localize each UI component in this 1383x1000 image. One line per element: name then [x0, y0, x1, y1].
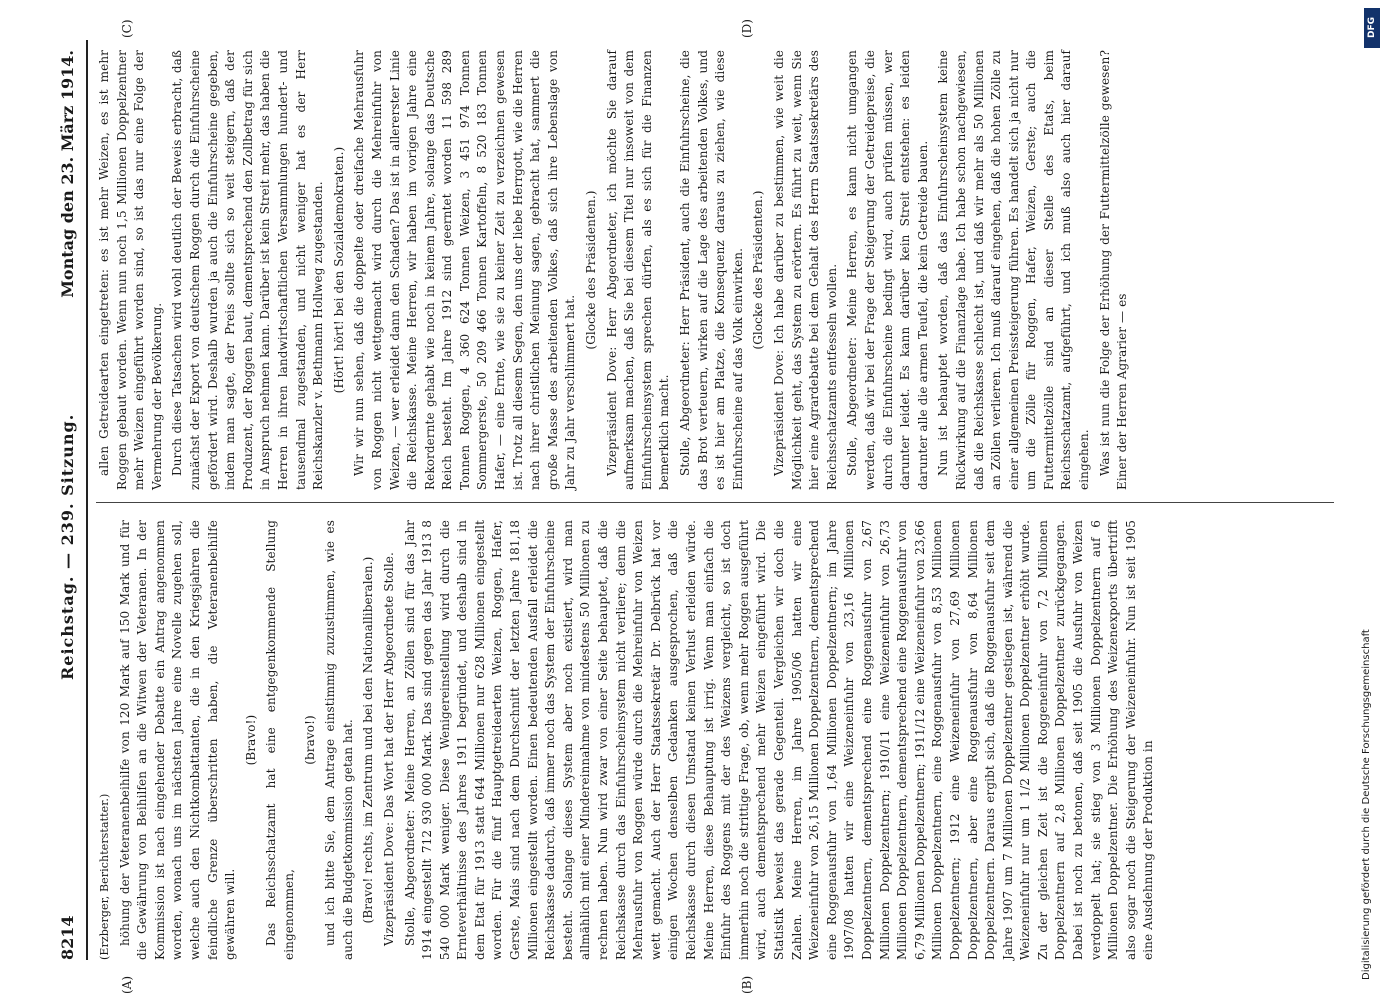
header-rule	[86, 40, 88, 960]
page-number: 8214	[58, 915, 77, 960]
left-column-paragraph: und ich bitte Sie, dem Antrage einstimmig zuzustimmen, wie es auch die Budgetkommission getan hat.	[323, 520, 355, 960]
left-column-paragraph: (Erzberger, Berichterstatter.)	[98, 793, 111, 960]
column-divider	[96, 502, 1334, 503]
dfg-logo: DFG	[1364, 8, 1380, 48]
right-column-paragraph: (Glocke des Präsidenten.)	[751, 190, 766, 350]
digitization-credit-text: Digitalisierung gefördert durch die Deutsche Forschungsgemeinschaft	[1361, 629, 1372, 980]
left-column-paragraph: Stolle, Abgeordneter: Meine Herren, an Zöllen sind für das Jahr 1914 eingestellt 712 930 000 Mark. Das sind gegen das Jahr 1913 8 540 000 Mark weniger. Diese Wenigereinstellung wird durch die Ernteverhältnisse des Jahres 1911 begründet, und deshalb sind in dem Etat für 1913 statt 644 Millionen nur 628 Millionen eingestellt worden. Für die fünf Hauptgetreidearten Weizen, Roggen, Hafer, Gerste, Mais sind nach dem Durchschnitt der letzten Jahre 181,18 Millionen eingestellt worden. Einen bedeutenden Ausfall erleidet die Reichskasse dadurch, daß immer noch das System der Einfuhrscheine besteht. Solange dieses System aber noch existiert, wird man allmählich mit einer Mindereinnahme von mindestens 50 Millionen zu rechnen haben. Nun wird zwar von einer Seite behauptet, daß die Reichskasse durch das Einfuhrscheinsystem nicht verliere; denn die Mehrausfuhr von Roggen würde durch die Mehreinfuhr von Weizen wett gemacht. Auch der Herr Staatssekretär Dr. Delbrück hat vor einigen Wochen denselben Gedanken ausgesprochen, daß die Reichskasse durch diesen Umstand keinen Verlust erleiden würde. Meine Herren, diese Behauptung ist irrig. Wenn man einfach die Einfuhr des Roggens mit der des Weizens vergleicht, so ist doch immerhin noch die strittige Frage, ob, wenn mehr Roggen ausgeführt wird, auch dementsprechend mehr Weizen eingeführt wird. Die Statistik beweist das gerade Gegenteil. Vergleichen wir doch die Zahlen. Meine Herren, im Jahre 1905/06 hatten wir eine Weizeneinfuhr von 26,15 Millionen Doppelzentnern, dementsprechend eine Roggenausfuhr von 1,64 Millionen Doppelzentnern; im Jahre 1907/08 hatten wir eine Weizeneinfuhr von 23,16 Millionen Doppelzentnern, dementsprechend eine Roggenausfuhr von 2,67 Millionen Doppelzentnern; 1910/11 eine Weizeneinfuhr von 26,73 Millionen Doppelzentnern, dementsprechend eine Roggenausfuhr von 6,79 Millionen Doppelzentnern; 1911/12 eine Weizeneinfuhr von 23,66 Millionen Doppelzentnern, eine Roggenausfuhr von 8,53 Millionen Doppelzentnern; 1912 eine Weizeneinfuhr von 27,69 Millionen Doppelzentnern, aber eine Roggenausfuhr von 8,64 Millionen Doppelzentnern. Daraus ergibt sich, daß die Roggenausfuhr seit dem Jahre 1907 um 7 Millionen Doppelzentner gestiegen ist, während die Weizeneinfuhr nur um 1 1/2 Millionen Doppelzentner erhöht wurde. Zu der gleichen Zeit ist die Roggeneinfuhr von 7,2 Millionen Doppelzentnern auf 2,8 Millionen Doppelzentner zurückgegangen. Dabei ist noch zu betonen, daß seit 1905 die Ausfuhr von Weizen verdoppelt hat; sie stieg von 3 Millionen Doppelzentnern auf 6 Millionen Doppelzentner. Die Erhöhung des Weizenexports übertrifft also sogar noch die Steigerung der Weizeneinfuhr. Nun ist seit 1905 eine Ausdehnung der Produktion in	[402, 520, 1156, 960]
left-column	[96, 520, 1161, 960]
right-column-paragraph: Vizepräsident Dove: Ich habe darüber zu bestimmen, wie weit die Möglichkeit geht, das System zu erörtern. Es führt zu weit, wenn Sie hier eine Agrardebatte bei dem Gehalt des Herrn Staatssekretärs des Reichsschatzamts entfesseln wollen.	[771, 50, 839, 490]
right-column-paragraph: Nun ist behauptet worden, daß das Einfuhrscheinsystem keine Rückwirkung auf die Finanzlage habe. Ich habe schon nachgewiesen, daß die Reichskasse schlecht ist, und daß wir mehr als 50 Millionen an Zöllen verlieren. Ich muß darauf eingehen, daß die hohen Zölle zu einer allgemeinen Preissteigerung führen. Es handelt sich ja nicht nur um die Zölle für Roggen, Hafer, Weizen, Gerste; auch die Futtermittelzölle sind an dieser Stelle des Etats, beim Reichsschatzamt, aufgeführt, und ich muß also auch hier darauf eingehen.	[936, 50, 1092, 490]
right-column-paragraph: (Hört! hört! bei den Sozialdemokraten.)	[331, 146, 346, 394]
session-date: Montag den 23. März 1914.	[58, 50, 77, 298]
left-column-paragraph: (bravo!)	[302, 715, 317, 765]
digitization-credit	[1361, 20, 1377, 980]
margin-marker-c: (C)	[120, 19, 134, 38]
page-header	[50, 40, 90, 960]
right-column-paragraph: (Glocke des Präsidenten.)	[584, 190, 599, 350]
right-column-paragraph: Wir wir nun sehen, daß die doppelte oder dreifache Mehrausfuhr von Roggen nicht wettgemacht wird durch die Mehreinfuhr von Weizen, — wer erleidet dann den Schaden? Das ist in allererster Linie die Reichskasse. Meine Herren, wir haben im vorigen Jahre eine Rekordernte gehabt wie noch in keinem Jahre, solange das Deutsche Reich besteht. Im Jahre 1912 sind geerntet worden 11 598 289 Tonnen Roggen, 4 360 624 Tonnen Weizen, 3 451 974 Tonnen Sommergerste, 50 209 466 Tonnen Kartoffeln, 8 520 183 Tonnen Hafer, — eine Ernte, wie sie zu keiner Zeit zu verzeichnen gewesen ist. Trotz all diesem Segen, den uns der liebe Herrgott, wie die Herren nach ihrer christlichen Meinung sagen, gebracht hat, sammert die große Masse des arbeitenden Volkes, daß sich ihre Lebenslage von Jahr zu Jahr verschlimmert hat.	[352, 50, 578, 490]
newspaper-page	[50, 19, 1340, 994]
left-column-paragraph: höhung der Veteranenbeihilfe von 120 Mark auf 150 Mark und für die Gewährung von Beihilfen an die Witwen der Veteranen. In der Kommission ist nach eingehender Debatte ein Antrag angenommen worden, wonach uns im nächsten Jahre eine Novelle zugehen soll, welche auch den Nichtkombattanten, die in den Kriegsjahren die feindliche Grenze überschritten haben, die Veteranenbeihilfe gewähren will.	[117, 520, 238, 960]
margin-marker-d: (D)	[740, 19, 754, 38]
right-column	[96, 50, 1135, 490]
left-column-paragraph: Vizepräsident Dove: Das Wort hat der Herr Abgeordnete Stolle.	[381, 552, 396, 946]
page-title: Reichstag. — 239. Sitzung.	[58, 413, 77, 680]
right-column-paragraph: Vizepräsident Dove: Herr Abgeordneter, ich möchte Sie darauf aufmerksam machen, daß Sie bei diesem Titel nur insoweit von dem Einfuhrscheinsystem sprechen dürfen, als es sich für die Finanzen bemerklich macht.	[604, 50, 672, 490]
right-column-paragraph: Was ist nun die Folge der Erhöhung der Futtermittelzölle gewesen? Einer der Herren Agrarier — es	[1097, 50, 1130, 490]
left-column-paragraph: Das Reichsschatzamt hat eine entgegenkommende Stellung eingenommen,	[264, 520, 296, 960]
margin-marker-a: (A)	[120, 975, 134, 994]
left-column-paragraph: (Bravo!)	[243, 714, 258, 766]
right-column-paragraph: Stolle, Abgeordneter: Herr Präsident, auch die Einfuhrscheine, die das Brot verteuern, wirken auf die Lage des arbeitenden Volkes, und es ist hier am Platze, die Konsequenz daraus zu ziehen, wie diese Einfuhrscheine auf das Volk einwirken.	[678, 50, 745, 490]
right-column-paragraph: Stolle, Abgeordneter: Meine Herren, es kann nicht umgangen werden, daß wir bei der Frage der Steigerung der Getreidepreise, die durch die Einfuhrscheine bedingt wird, auch prüfen müssen, wer darunter leidet. Es kann darüber kein Streit entstehen: es leiden darunter alle die armen Teufel, die kein Getreide bauen.	[845, 50, 930, 490]
right-column-paragraph: Durch diese Tatsachen wird wohl deutlich der Beweis erbracht, daß zunächst der Export von deutschem Roggen durch die Einfuhrscheine gefördert wird. Deshalb wurden ja auch die Einfuhrscheine gegeben, indem man sagte, der Preis sollte sich so weit steigern, daß der Produzent, der Roggen baut, dementsprechend den Zollbetrag für sich in Anspruch nehmen kann. Darüber ist kein Streit mehr, das haben die Herren in ihren landwirtschaftlichen Versammlungen hundert- und tausendmal zugestanden, und nicht weniger hat es der Herr Reichskanzler v. Bethmann Hollweg zugestanden.	[170, 50, 326, 490]
left-column-paragraph: (Bravo! rechts, im Zentrum und bei den Nationalliberalen.)	[361, 556, 376, 924]
margin-marker-b: (B)	[740, 975, 754, 994]
right-column-paragraph: allen Getreidearten eingetreten: es ist mehr Weizen, es ist mehr Roggen gebaut worden. Wenn nun noch 1,5 Millionen Doppelzentner mehr Weizen eingeführt worden sind, so ist das nur eine Folge der Vermehrung der Bevölkerung.	[97, 50, 164, 490]
